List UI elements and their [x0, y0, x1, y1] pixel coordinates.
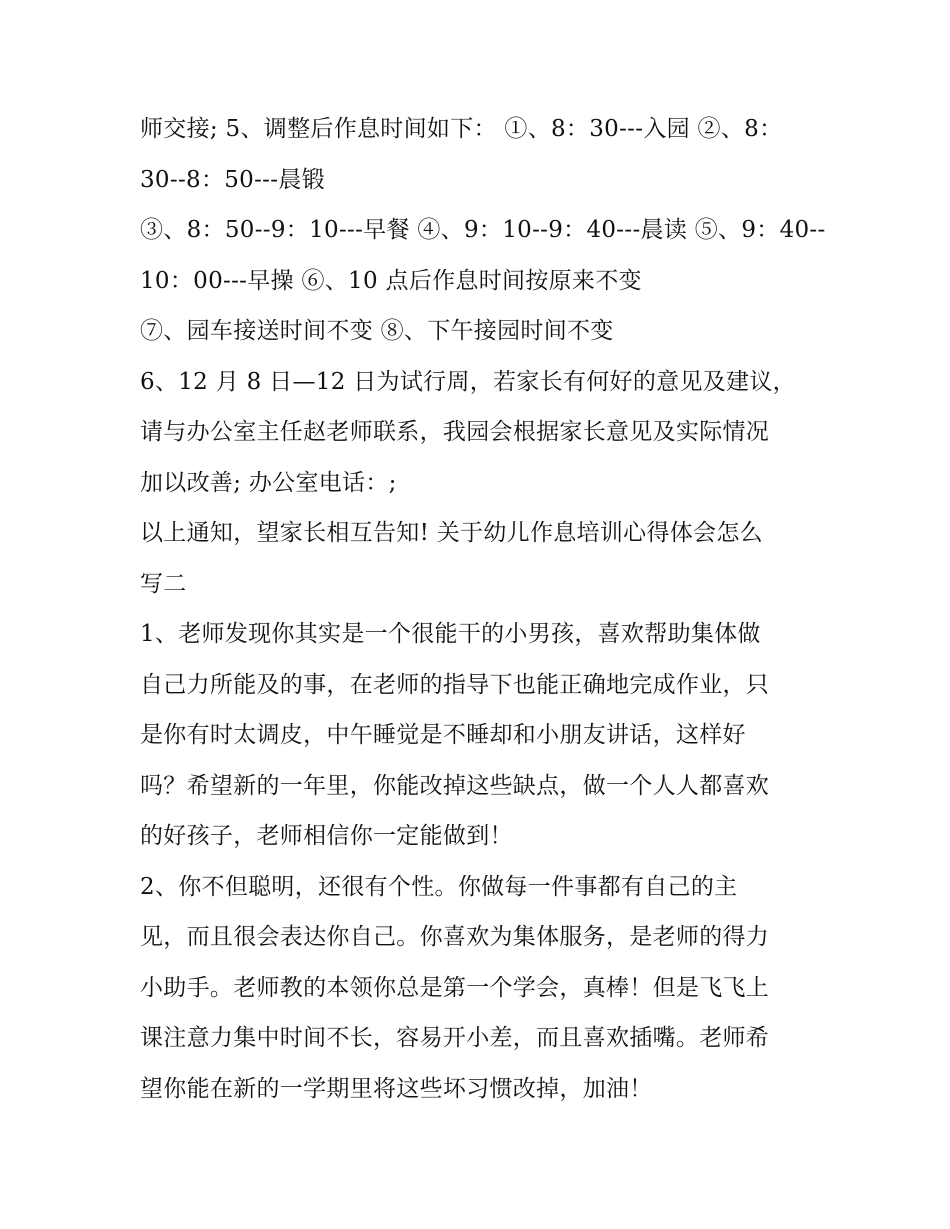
- text-line: 是你有时太调皮，中午睡觉是不睡却和小朋友讲话，这样好: [140, 722, 746, 748]
- text-line: ⑦、园车接送时间不变 ⑧、下午接园时间不变: [140, 318, 614, 344]
- text-line: 自己力所能及的事，在老师的指导下也能正确地完成作业，只: [140, 671, 770, 698]
- text-line: 课注意力集中时间不长，容易开小差，而且喜欢插嘴。老师希: [140, 1025, 770, 1051]
- text-line: 望你能在新的一学期里将这些坏习惯改掉，加油！: [140, 1075, 653, 1102]
- text-line: 的好孩子，老师相信你一定能做到！: [140, 823, 513, 849]
- text-line: 10：00---早操 ⑥、10 点后作息时间按原来不变: [140, 267, 642, 294]
- text-line: 请与办公室主任赵老师联系，我园会根据家长意见及实际情况: [140, 419, 770, 445]
- text-line: 加以改善; 办公室电话：;: [140, 469, 397, 496]
- text-line: 写二: [140, 570, 187, 597]
- text-line: 见，而且很会表达你自己。你喜欢为集体服务，是老师的得力: [140, 924, 770, 950]
- text-line: 吗？希望新的一年里，你能改掉这些缺点，做一个人人都喜欢: [140, 772, 770, 799]
- text-line: 6、12 月 8 日—12 日为试行周，若家长有何好的意见及建议，: [140, 368, 796, 395]
- text-line: 以上通知，望家长相互告知! 关于幼儿作息培训心得体会怎么: [140, 520, 763, 546]
- text-line: 小助手。老师教的本领你总是第一个学会，真棒！但是飞飞上: [140, 974, 770, 1001]
- document-body: [140, 104, 830, 1114]
- text-line: 30--8：50---晨锻: [140, 166, 325, 193]
- text-line: ③、8：50--9：10---早餐 ④、9：10--9：40---晨读 ⑤、9：40--: [140, 217, 826, 243]
- text-line: 1、老师发现你其实是一个很能干的小男孩，喜欢帮助集体做: [140, 621, 761, 647]
- text-line: 师交接; 5、调整后作息时间如下： ①、8：30---入园 ②、8：: [140, 116, 783, 142]
- text-line: 2、你不但聪明，还很有个性。你做每一件事都有自己的主: [140, 873, 738, 900]
